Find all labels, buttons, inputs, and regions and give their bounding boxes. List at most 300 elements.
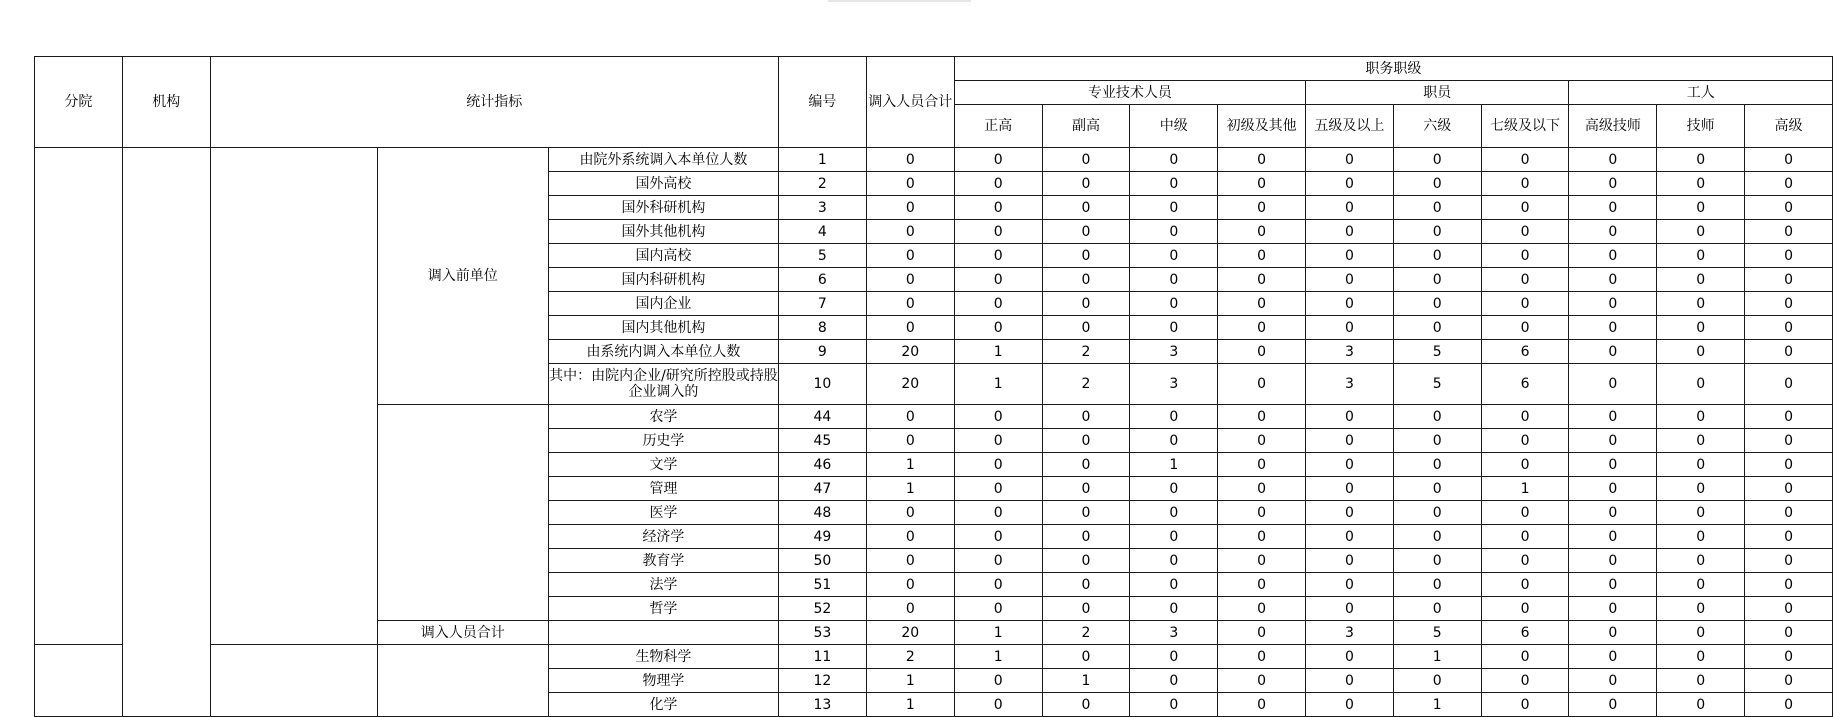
value-cell: 0	[1042, 501, 1130, 525]
value-cell: 0	[1745, 477, 1833, 501]
value-cell: 0	[1130, 525, 1218, 549]
value-cell: 0	[1481, 549, 1569, 573]
value-cell: 0	[866, 148, 954, 172]
value-cell: 0	[1218, 244, 1306, 268]
value-cell: 0	[1130, 597, 1218, 621]
value-cell: 0	[866, 405, 954, 429]
value-cell: 0	[954, 220, 1042, 244]
value-cell: 0	[1042, 244, 1130, 268]
value-cell: 0	[1130, 501, 1218, 525]
header-col: 高级	[1745, 105, 1833, 148]
value-cell: 0	[1130, 693, 1218, 717]
value-cell: 0	[1218, 597, 1306, 621]
value-cell: 0	[1306, 477, 1394, 501]
group-subject-cell	[377, 645, 548, 717]
value-cell: 0	[866, 597, 954, 621]
value-cell: 0	[1393, 405, 1481, 429]
value-cell: 0	[866, 220, 954, 244]
value-cell: 0	[954, 148, 1042, 172]
row-label: 农学	[548, 405, 778, 429]
header-col: 初级及其他	[1218, 105, 1306, 148]
row-label: 国内高校	[548, 244, 778, 268]
value-cell: 1	[1130, 453, 1218, 477]
row-code: 49	[778, 525, 866, 549]
value-cell: 0	[1306, 573, 1394, 597]
row-code: 46	[778, 453, 866, 477]
value-cell: 0	[866, 268, 954, 292]
value-cell: 0	[1745, 292, 1833, 316]
value-cell: 3	[1130, 340, 1218, 364]
value-cell: 0	[1745, 364, 1833, 405]
value-cell: 0	[1745, 148, 1833, 172]
value-cell: 0	[954, 316, 1042, 340]
value-cell: 5	[1393, 364, 1481, 405]
row-code: 8	[778, 316, 866, 340]
value-cell: 0	[1657, 292, 1745, 316]
value-cell: 0	[954, 573, 1042, 597]
value-cell: 0	[1306, 316, 1394, 340]
value-cell: 0	[1657, 244, 1745, 268]
header-col: 技师	[1657, 105, 1745, 148]
row-label: 由系统内调入本单位人数	[548, 340, 778, 364]
value-cell: 0	[1569, 172, 1657, 196]
value-cell: 0	[1218, 220, 1306, 244]
value-cell: 0	[866, 172, 954, 196]
value-cell: 0	[1745, 645, 1833, 669]
row-code: 47	[778, 477, 866, 501]
row-code: 1	[778, 148, 866, 172]
value-cell: 0	[866, 501, 954, 525]
row-code: 12	[778, 669, 866, 693]
value-cell: 0	[1745, 669, 1833, 693]
value-cell: 1	[866, 477, 954, 501]
row-code: 50	[778, 549, 866, 573]
value-cell: 20	[866, 364, 954, 405]
value-cell: 0	[1218, 405, 1306, 429]
value-cell: 0	[1042, 549, 1130, 573]
value-cell: 0	[1306, 597, 1394, 621]
value-cell: 0	[1569, 525, 1657, 549]
value-cell: 0	[1393, 501, 1481, 525]
value-cell: 0	[1569, 669, 1657, 693]
value-cell: 1	[1393, 645, 1481, 669]
branch-cell	[35, 645, 123, 717]
value-cell: 0	[954, 429, 1042, 453]
value-cell: 0	[1042, 597, 1130, 621]
value-cell: 0	[1306, 429, 1394, 453]
value-cell: 2	[1042, 340, 1130, 364]
value-cell: 0	[1745, 429, 1833, 453]
value-cell: 0	[1745, 172, 1833, 196]
value-cell: 0	[866, 573, 954, 597]
value-cell: 0	[954, 669, 1042, 693]
value-cell: 2	[866, 645, 954, 669]
row-label: 国外其他机构	[548, 220, 778, 244]
value-cell: 0	[1657, 501, 1745, 525]
value-cell: 0	[1130, 573, 1218, 597]
value-cell: 0	[1130, 172, 1218, 196]
value-cell: 0	[1569, 196, 1657, 220]
value-cell: 0	[1218, 501, 1306, 525]
value-cell: 0	[1130, 220, 1218, 244]
value-cell: 0	[1306, 268, 1394, 292]
value-cell: 0	[1745, 220, 1833, 244]
value-cell: 1	[1042, 669, 1130, 693]
value-cell: 1	[954, 364, 1042, 405]
value-cell: 3	[1306, 340, 1394, 364]
value-cell: 0	[1481, 172, 1569, 196]
row-label: 化学	[548, 693, 778, 717]
value-cell: 0	[866, 525, 954, 549]
value-cell: 1	[866, 453, 954, 477]
value-cell: 0	[1481, 453, 1569, 477]
value-cell: 0	[1393, 429, 1481, 453]
value-cell: 0	[1745, 573, 1833, 597]
value-cell: 5	[1393, 340, 1481, 364]
value-cell: 0	[1481, 501, 1569, 525]
value-cell: 3	[1130, 364, 1218, 405]
value-cell: 1	[1481, 477, 1569, 501]
value-cell: 0	[1481, 405, 1569, 429]
value-cell: 0	[954, 196, 1042, 220]
value-cell: 0	[1218, 453, 1306, 477]
value-cell: 0	[1306, 196, 1394, 220]
value-cell: 0	[1657, 340, 1745, 364]
row-code: 44	[778, 405, 866, 429]
value-cell: 0	[1569, 316, 1657, 340]
value-cell: 0	[1481, 316, 1569, 340]
value-cell: 0	[1218, 525, 1306, 549]
value-cell: 0	[1481, 645, 1569, 669]
value-cell: 0	[1393, 244, 1481, 268]
value-cell: 0	[1481, 196, 1569, 220]
row-code: 4	[778, 220, 866, 244]
value-cell: 0	[1306, 220, 1394, 244]
value-cell: 0	[1569, 148, 1657, 172]
value-cell: 0	[1657, 525, 1745, 549]
value-cell: 0	[954, 525, 1042, 549]
value-cell: 0	[1481, 220, 1569, 244]
value-cell: 0	[1657, 429, 1745, 453]
value-cell: 20	[866, 621, 954, 645]
value-cell: 0	[1042, 405, 1130, 429]
value-cell: 0	[1657, 597, 1745, 621]
row-code: 51	[778, 573, 866, 597]
value-cell: 0	[1218, 645, 1306, 669]
row-code: 48	[778, 501, 866, 525]
row-label: 国外高校	[548, 172, 778, 196]
value-cell: 0	[1393, 220, 1481, 244]
value-cell: 0	[954, 268, 1042, 292]
header-col: 高级技师	[1569, 105, 1657, 148]
value-cell: 0	[1042, 477, 1130, 501]
value-cell: 0	[1657, 477, 1745, 501]
value-cell: 0	[1657, 268, 1745, 292]
value-cell: 0	[1569, 268, 1657, 292]
value-cell: 0	[1745, 453, 1833, 477]
row-code: 5	[778, 244, 866, 268]
header-worker: 工人	[1569, 81, 1833, 105]
row-code: 52	[778, 597, 866, 621]
value-cell: 0	[1481, 525, 1569, 549]
value-cell: 0	[1218, 429, 1306, 453]
value-cell: 0	[1306, 172, 1394, 196]
value-cell: 0	[1042, 453, 1130, 477]
value-cell: 0	[1657, 645, 1745, 669]
value-cell: 0	[1130, 405, 1218, 429]
value-cell: 0	[1657, 669, 1745, 693]
value-cell: 0	[1306, 453, 1394, 477]
value-cell: 0	[1481, 429, 1569, 453]
value-cell: 0	[954, 405, 1042, 429]
value-cell: 0	[1745, 196, 1833, 220]
header-staff: 职员	[1306, 81, 1569, 105]
row-label: 医学	[548, 501, 778, 525]
group-total-row: 调入人员合计	[377, 621, 548, 645]
branch-cell	[35, 148, 123, 645]
value-cell: 0	[1393, 549, 1481, 573]
value-cell: 0	[1218, 316, 1306, 340]
value-cell: 0	[1745, 597, 1833, 621]
row-code: 9	[778, 340, 866, 364]
value-cell: 0	[954, 292, 1042, 316]
value-cell: 0	[1569, 501, 1657, 525]
row-label: 国内企业	[548, 292, 778, 316]
header-tech: 专业技术人员	[954, 81, 1305, 105]
value-cell: 0	[1130, 292, 1218, 316]
value-cell: 1	[866, 669, 954, 693]
row-label: 历史学	[548, 429, 778, 453]
header-total: 调入人员合计	[866, 57, 954, 148]
value-cell: 6	[1481, 340, 1569, 364]
value-cell: 0	[1481, 573, 1569, 597]
row-code: 13	[778, 693, 866, 717]
value-cell: 0	[1306, 501, 1394, 525]
value-cell: 3	[1306, 364, 1394, 405]
value-cell: 0	[1306, 549, 1394, 573]
value-cell: 0	[1657, 148, 1745, 172]
value-cell: 0	[1657, 220, 1745, 244]
value-cell: 1	[866, 693, 954, 717]
value-cell: 0	[1393, 148, 1481, 172]
value-cell: 0	[1569, 340, 1657, 364]
value-cell: 0	[1481, 693, 1569, 717]
value-cell: 6	[1481, 364, 1569, 405]
header-col: 七级及以下	[1481, 105, 1569, 148]
group-prev-unit: 调入前单位	[377, 148, 548, 405]
header-rank: 职务职级	[954, 57, 1832, 81]
value-cell: 0	[1657, 405, 1745, 429]
indicator-group-cell	[210, 148, 377, 645]
header-code: 编号	[778, 57, 866, 148]
value-cell: 0	[1393, 292, 1481, 316]
value-cell: 0	[1745, 244, 1833, 268]
value-cell: 0	[1130, 148, 1218, 172]
value-cell: 0	[954, 244, 1042, 268]
value-cell: 0	[1042, 268, 1130, 292]
value-cell: 0	[1130, 268, 1218, 292]
value-cell: 0	[1393, 268, 1481, 292]
value-cell: 0	[1393, 477, 1481, 501]
value-cell: 5	[1393, 621, 1481, 645]
value-cell: 0	[866, 196, 954, 220]
value-cell: 0	[1218, 549, 1306, 573]
value-cell: 0	[1306, 244, 1394, 268]
value-cell: 20	[866, 340, 954, 364]
value-cell: 0	[954, 549, 1042, 573]
value-cell: 0	[1745, 340, 1833, 364]
value-cell: 0	[1481, 148, 1569, 172]
value-cell: 0	[1042, 148, 1130, 172]
value-cell: 0	[1481, 597, 1569, 621]
value-cell: 0	[1306, 525, 1394, 549]
value-cell: 0	[1657, 693, 1745, 717]
value-cell: 0	[1481, 669, 1569, 693]
table-row	[35, 645, 1833, 669]
value-cell: 0	[1569, 621, 1657, 645]
row-code: 45	[778, 429, 866, 453]
value-cell: 0	[1306, 645, 1394, 669]
row-label: 由院外系统调入本单位人数	[548, 148, 778, 172]
value-cell: 0	[1657, 549, 1745, 573]
value-cell: 0	[1393, 316, 1481, 340]
row-code: 3	[778, 196, 866, 220]
value-cell: 0	[1393, 453, 1481, 477]
value-cell: 0	[954, 693, 1042, 717]
value-cell: 0	[1657, 196, 1745, 220]
value-cell: 0	[1130, 477, 1218, 501]
row-label: 经济学	[548, 525, 778, 549]
row-label: 其中：由院内企业/研究所控股或持股企业调入的	[548, 364, 778, 405]
value-cell: 0	[954, 453, 1042, 477]
value-cell: 0	[1569, 693, 1657, 717]
value-cell: 0	[866, 292, 954, 316]
header-col: 副高	[1042, 105, 1130, 148]
row-label: 法学	[548, 573, 778, 597]
value-cell: 0	[1657, 172, 1745, 196]
row-code: 10	[778, 364, 866, 405]
value-cell: 0	[1130, 316, 1218, 340]
value-cell: 0	[866, 429, 954, 453]
value-cell: 0	[1569, 405, 1657, 429]
value-cell: 1	[954, 621, 1042, 645]
value-cell: 0	[1306, 148, 1394, 172]
value-cell: 0	[1218, 669, 1306, 693]
value-cell: 0	[1657, 453, 1745, 477]
header-col: 中级	[1130, 105, 1218, 148]
header-col: 正高	[954, 105, 1042, 148]
value-cell: 0	[1569, 573, 1657, 597]
group-subject-cell	[377, 405, 548, 621]
row-label: 物理学	[548, 669, 778, 693]
value-cell: 0	[1218, 477, 1306, 501]
value-cell: 0	[1569, 364, 1657, 405]
value-cell: 0	[1657, 621, 1745, 645]
value-cell: 0	[1218, 196, 1306, 220]
value-cell: 0	[1042, 525, 1130, 549]
row-label: 国外科研机构	[548, 196, 778, 220]
value-cell: 0	[1218, 573, 1306, 597]
value-cell: 0	[1569, 292, 1657, 316]
value-cell: 0	[1657, 316, 1745, 340]
value-cell: 0	[1042, 172, 1130, 196]
value-cell: 0	[1745, 268, 1833, 292]
value-cell: 0	[1745, 316, 1833, 340]
value-cell: 0	[1569, 429, 1657, 453]
value-cell: 0	[1393, 669, 1481, 693]
value-cell: 0	[1393, 196, 1481, 220]
value-cell: 0	[954, 501, 1042, 525]
value-cell: 0	[1218, 621, 1306, 645]
value-cell: 0	[1042, 196, 1130, 220]
value-cell: 0	[1042, 316, 1130, 340]
value-cell: 0	[1042, 429, 1130, 453]
value-cell: 0	[1657, 364, 1745, 405]
value-cell: 0	[1306, 292, 1394, 316]
row-code: 53	[778, 621, 866, 645]
value-cell: 0	[866, 316, 954, 340]
value-cell: 0	[1218, 148, 1306, 172]
value-cell: 0	[1569, 645, 1657, 669]
row-code: 11	[778, 645, 866, 669]
value-cell: 0	[1569, 453, 1657, 477]
value-cell: 0	[1130, 429, 1218, 453]
value-cell: 3	[1306, 621, 1394, 645]
row-code: 2	[778, 172, 866, 196]
value-cell: 0	[1130, 549, 1218, 573]
value-cell: 0	[1306, 693, 1394, 717]
top-scroll-indicator	[828, 0, 971, 2]
value-cell: 0	[866, 549, 954, 573]
table-row	[35, 148, 1833, 172]
value-cell: 0	[1042, 292, 1130, 316]
value-cell: 0	[1745, 525, 1833, 549]
value-cell: 0	[1569, 220, 1657, 244]
header-org: 机构	[122, 57, 210, 148]
value-cell: 0	[1218, 693, 1306, 717]
value-cell: 0	[1393, 172, 1481, 196]
value-cell: 0	[1569, 477, 1657, 501]
row-label: 文学	[548, 453, 778, 477]
value-cell: 0	[1218, 292, 1306, 316]
value-cell: 0	[1745, 693, 1833, 717]
value-cell: 1	[954, 645, 1042, 669]
value-cell: 1	[1393, 693, 1481, 717]
value-cell: 0	[866, 244, 954, 268]
value-cell: 0	[1481, 292, 1569, 316]
value-cell: 0	[1130, 645, 1218, 669]
row-label: 教育学	[548, 549, 778, 573]
row-label: 管理	[548, 477, 778, 501]
value-cell: 2	[1042, 621, 1130, 645]
row-label: 国内科研机构	[548, 268, 778, 292]
statistics-table	[34, 56, 1833, 717]
header-col: 五级及以上	[1306, 105, 1394, 148]
value-cell: 0	[1393, 597, 1481, 621]
value-cell: 0	[1042, 573, 1130, 597]
value-cell: 0	[954, 172, 1042, 196]
header-indicator: 统计指标	[210, 57, 778, 148]
row-label: 哲学	[548, 597, 778, 621]
row-label: 国内其他机构	[548, 316, 778, 340]
row-label	[548, 621, 778, 645]
value-cell: 0	[1130, 244, 1218, 268]
value-cell: 0	[1745, 549, 1833, 573]
header-col: 六级	[1393, 105, 1481, 148]
value-cell: 0	[1481, 244, 1569, 268]
value-cell: 0	[1657, 573, 1745, 597]
value-cell: 2	[1042, 364, 1130, 405]
